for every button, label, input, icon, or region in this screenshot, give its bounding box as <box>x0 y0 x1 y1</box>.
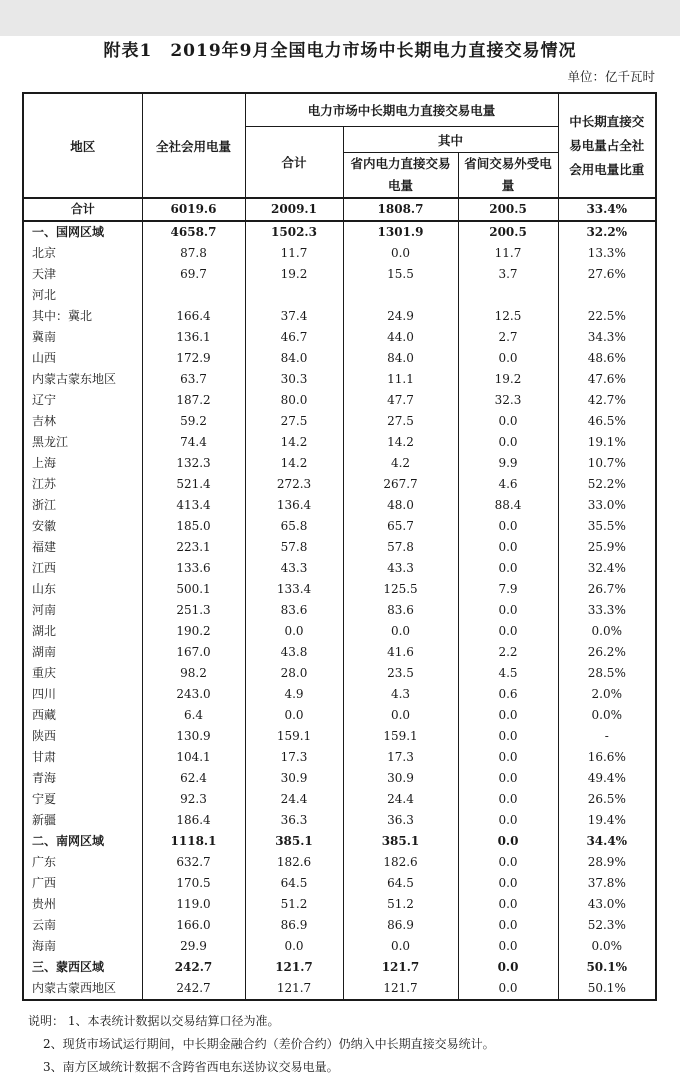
value-cell: 47.7 <box>343 390 458 411</box>
value-cell: 24.9 <box>343 306 458 327</box>
value-cell: 0.0 <box>458 894 558 915</box>
value-cell: 87.8 <box>142 243 245 264</box>
value-cell: 0.0 <box>458 810 558 831</box>
table-row <box>23 306 656 327</box>
table-row <box>23 327 656 348</box>
value-cell: 133.4 <box>245 579 343 600</box>
table-row <box>23 221 656 243</box>
value-cell: 11.7 <box>245 243 343 264</box>
value-cell: 9.9 <box>458 453 558 474</box>
region-cell: 海南 <box>23 936 142 957</box>
value-cell: 14.2 <box>343 432 458 453</box>
region-cell: 天津 <box>23 264 142 285</box>
region-cell: 三、蒙西区域 <box>23 957 142 978</box>
value-cell: 159.1 <box>245 726 343 747</box>
value-cell: 0.0 <box>245 621 343 642</box>
region-cell: 陕西 <box>23 726 142 747</box>
value-cell: 51.2 <box>245 894 343 915</box>
page-title: 附表1 2019年9月全国电力市场中长期电力直接交易情况 <box>103 41 577 61</box>
region-cell: 山东 <box>23 579 142 600</box>
value-cell: 27.5 <box>245 411 343 432</box>
region-cell: 湖北 <box>23 621 142 642</box>
value-cell: 104.1 <box>142 747 245 768</box>
value-cell: 14.2 <box>245 432 343 453</box>
value-cell: 223.1 <box>142 537 245 558</box>
value-cell: 2009.1 <box>245 198 343 221</box>
table-row <box>23 873 656 894</box>
unit-label: 单位：亿千瓦时 <box>567 69 655 84</box>
value-cell: 4.9 <box>245 684 343 705</box>
region-cell: 浙江 <box>23 495 142 516</box>
value-cell <box>142 285 245 306</box>
value-cell: 6.4 <box>142 705 245 726</box>
value-cell: 57.8 <box>343 537 458 558</box>
value-cell: 35.5% <box>558 516 656 537</box>
header-inter-provincial <box>458 153 558 199</box>
value-cell: 30.9 <box>245 768 343 789</box>
value-cell: 59.2 <box>142 411 245 432</box>
value-cell: 52.3% <box>558 915 656 936</box>
value-cell: 37.4 <box>245 306 343 327</box>
value-cell: 0.0 <box>458 831 558 852</box>
region-cell: 湖南 <box>23 642 142 663</box>
value-cell: 186.4 <box>142 810 245 831</box>
note-line: 2、现货市场试运行期间，中长期金融合约（差价合约）仍纳入中长期直接交易统计。 <box>43 1037 495 1051</box>
note-line: 说明： 1、本表统计数据以交易结算口径为准。 <box>28 1014 280 1028</box>
value-cell: 182.6 <box>245 852 343 873</box>
region-cell: 一、国网区域 <box>23 221 142 243</box>
header-intra-provincial <box>343 153 458 199</box>
value-cell: 65.7 <box>343 516 458 537</box>
value-cell: 63.7 <box>142 369 245 390</box>
value-cell: 172.9 <box>142 348 245 369</box>
value-cell: 0.0 <box>458 537 558 558</box>
region-cell: 冀南 <box>23 327 142 348</box>
table-row <box>23 768 656 789</box>
region-cell: 新疆 <box>23 810 142 831</box>
value-cell: 6019.6 <box>142 198 245 221</box>
value-cell: 1502.3 <box>245 221 343 243</box>
table-row <box>23 936 656 957</box>
region-cell: 山西 <box>23 348 142 369</box>
value-cell: 0.0 <box>458 789 558 810</box>
value-cell: 0.0 <box>458 873 558 894</box>
value-cell: 36.3 <box>343 810 458 831</box>
value-cell: 170.5 <box>142 873 245 894</box>
value-cell: 16.6% <box>558 747 656 768</box>
region-cell: 河北 <box>23 285 142 306</box>
header-share-ratio <box>558 93 656 198</box>
header-total-consumption: 全社会用电量 <box>142 93 245 198</box>
value-cell: 185.0 <box>142 516 245 537</box>
value-cell: 12.5 <box>458 306 558 327</box>
value-cell: 36.3 <box>245 810 343 831</box>
region-cell: 辽宁 <box>23 390 142 411</box>
value-cell: 4.3 <box>343 684 458 705</box>
table-row <box>23 831 656 852</box>
value-cell: 86.9 <box>245 915 343 936</box>
value-cell: 159.1 <box>343 726 458 747</box>
value-cell: 0.0 <box>343 243 458 264</box>
value-cell: 385.1 <box>343 831 458 852</box>
header-share-ratio-text: 中长期直接交易电量占全社会用电量比重 <box>569 113 645 177</box>
value-cell: 24.4 <box>245 789 343 810</box>
table-row <box>23 243 656 264</box>
value-cell: 32.2% <box>558 221 656 243</box>
table-header <box>23 93 656 198</box>
region-cell: 广东 <box>23 852 142 873</box>
value-cell: 34.3% <box>558 327 656 348</box>
value-cell: 50.1% <box>558 978 656 1000</box>
value-cell: 27.6% <box>558 264 656 285</box>
value-cell: 0.0 <box>458 936 558 957</box>
value-cell: 15.5 <box>343 264 458 285</box>
value-cell: 83.6 <box>343 600 458 621</box>
value-cell: 200.5 <box>458 198 558 221</box>
region-cell: 广西 <box>23 873 142 894</box>
value-cell: 19.2 <box>458 369 558 390</box>
region-cell: 宁夏 <box>23 789 142 810</box>
table-row <box>23 663 656 684</box>
value-cell: 46.5% <box>558 411 656 432</box>
value-cell: 136.1 <box>142 327 245 348</box>
value-cell: 121.7 <box>245 978 343 1000</box>
value-cell: 0.0 <box>458 621 558 642</box>
value-cell: 166.0 <box>142 915 245 936</box>
value-cell: 130.9 <box>142 726 245 747</box>
value-cell: 0.0 <box>458 432 558 453</box>
value-cell: 182.6 <box>343 852 458 873</box>
value-cell: 29.9 <box>142 936 245 957</box>
value-cell: 26.7% <box>558 579 656 600</box>
table-row <box>23 264 656 285</box>
region-cell: 福建 <box>23 537 142 558</box>
value-cell: 242.7 <box>142 978 245 1000</box>
value-cell: 88.4 <box>458 495 558 516</box>
value-cell: 64.5 <box>245 873 343 894</box>
region-cell: 内蒙古蒙东地区 <box>23 369 142 390</box>
value-cell: 121.7 <box>343 978 458 1000</box>
value-cell: 0.0 <box>458 558 558 579</box>
table-row <box>23 705 656 726</box>
value-cell: 521.4 <box>142 474 245 495</box>
value-cell: 1301.9 <box>343 221 458 243</box>
document-page <box>0 36 680 1092</box>
table-row <box>23 579 656 600</box>
value-cell: 48.0 <box>343 495 458 516</box>
value-cell: 92.3 <box>142 789 245 810</box>
value-cell: 83.6 <box>245 600 343 621</box>
value-cell: 44.0 <box>343 327 458 348</box>
value-cell: 242.7 <box>142 957 245 978</box>
value-cell: 30.9 <box>343 768 458 789</box>
value-cell: 0.0% <box>558 705 656 726</box>
table-row <box>23 789 656 810</box>
value-cell: 243.0 <box>142 684 245 705</box>
value-cell: 272.3 <box>245 474 343 495</box>
value-cell: 62.4 <box>142 768 245 789</box>
region-cell: 内蒙古蒙西地区 <box>23 978 142 1000</box>
value-cell: 121.7 <box>245 957 343 978</box>
value-cell: 0.0 <box>458 747 558 768</box>
value-cell: 413.4 <box>142 495 245 516</box>
value-cell: 25.9% <box>558 537 656 558</box>
value-cell: 22.5% <box>558 306 656 327</box>
value-cell <box>245 285 343 306</box>
table-row <box>23 810 656 831</box>
value-cell: 98.2 <box>142 663 245 684</box>
region-cell: 吉林 <box>23 411 142 432</box>
value-cell: 26.5% <box>558 789 656 810</box>
value-cell: 28.9% <box>558 852 656 873</box>
value-cell: 2.7 <box>458 327 558 348</box>
value-cell: 0.0 <box>245 936 343 957</box>
value-cell: 48.6% <box>558 348 656 369</box>
value-cell: 136.4 <box>245 495 343 516</box>
value-cell: 26.2% <box>558 642 656 663</box>
region-cell: 贵州 <box>23 894 142 915</box>
region-cell: 西藏 <box>23 705 142 726</box>
notes-block <box>28 1010 680 1079</box>
table-row <box>23 894 656 915</box>
value-cell: 0.0 <box>458 600 558 621</box>
value-cell: 19.2 <box>245 264 343 285</box>
value-cell: 0.0 <box>343 621 458 642</box>
value-cell: 43.3 <box>245 558 343 579</box>
value-cell: 4.5 <box>458 663 558 684</box>
table-row <box>23 285 656 306</box>
value-cell: 1118.1 <box>142 831 245 852</box>
value-cell: 14.2 <box>245 453 343 474</box>
value-cell: 30.3 <box>245 369 343 390</box>
table-row <box>23 642 656 663</box>
header-region: 地区 <box>23 93 142 198</box>
value-cell: 64.5 <box>343 873 458 894</box>
value-cell: 69.7 <box>142 264 245 285</box>
value-cell: 4.6 <box>458 474 558 495</box>
value-cell: 0.0 <box>458 705 558 726</box>
value-cell: 0.6 <box>458 684 558 705</box>
value-cell: 251.3 <box>142 600 245 621</box>
region-cell: 合计 <box>23 198 142 221</box>
value-cell: 65.8 <box>245 516 343 537</box>
value-cell: 1808.7 <box>343 198 458 221</box>
value-cell: 37.8% <box>558 873 656 894</box>
table-row <box>23 726 656 747</box>
value-cell: 0.0% <box>558 621 656 642</box>
table-row <box>23 852 656 873</box>
region-cell: 江苏 <box>23 474 142 495</box>
value-cell: 3.7 <box>458 264 558 285</box>
value-cell: 11.1 <box>343 369 458 390</box>
value-cell: 23.5 <box>343 663 458 684</box>
value-cell: 51.2 <box>343 894 458 915</box>
value-cell: 267.7 <box>343 474 458 495</box>
table-row <box>23 957 656 978</box>
table-row <box>23 600 656 621</box>
value-cell: 19.4% <box>558 810 656 831</box>
value-cell: 0.0 <box>458 852 558 873</box>
value-cell: 0.0 <box>458 411 558 432</box>
value-cell: 74.4 <box>142 432 245 453</box>
value-cell: 33.3% <box>558 600 656 621</box>
table-row <box>23 369 656 390</box>
table-body <box>23 198 656 1000</box>
value-cell: 43.8 <box>245 642 343 663</box>
header-trade-group: 电力市场中长期电力直接交易电量 <box>245 93 558 127</box>
value-cell: 500.1 <box>142 579 245 600</box>
table-row <box>23 978 656 1000</box>
value-cell: 10.7% <box>558 453 656 474</box>
value-cell: 0.0 <box>343 705 458 726</box>
region-cell: 北京 <box>23 243 142 264</box>
region-cell: 重庆 <box>23 663 142 684</box>
value-cell: 86.9 <box>343 915 458 936</box>
value-cell: 385.1 <box>245 831 343 852</box>
value-cell: 0.0 <box>458 348 558 369</box>
value-cell: 0.0 <box>458 516 558 537</box>
table-row <box>23 495 656 516</box>
region-cell: 青海 <box>23 768 142 789</box>
value-cell: 13.3% <box>558 243 656 264</box>
value-cell <box>458 285 558 306</box>
value-cell: 52.2% <box>558 474 656 495</box>
value-cell: 121.7 <box>343 957 458 978</box>
value-cell: 57.8 <box>245 537 343 558</box>
value-cell: 166.4 <box>142 306 245 327</box>
value-cell: 50.1% <box>558 957 656 978</box>
value-cell: 42.7% <box>558 390 656 411</box>
header-inter-provincial-text: 省间交易外受电量 <box>464 156 552 193</box>
table-row <box>23 474 656 495</box>
table-row <box>23 747 656 768</box>
value-cell: 4658.7 <box>142 221 245 243</box>
value-cell: 7.9 <box>458 579 558 600</box>
value-cell: 0.0 <box>458 978 558 1000</box>
table-row <box>23 621 656 642</box>
value-cell: 47.6% <box>558 369 656 390</box>
region-cell: 上海 <box>23 453 142 474</box>
value-cell: 19.1% <box>558 432 656 453</box>
value-cell: 28.0 <box>245 663 343 684</box>
value-cell: 132.3 <box>142 453 245 474</box>
table-row <box>23 537 656 558</box>
value-cell: 0.0% <box>558 936 656 957</box>
region-cell: 云南 <box>23 915 142 936</box>
note-line: 3、南方区域统计数据不含跨省西电东送协议交易电量。 <box>43 1060 339 1074</box>
value-cell: 17.3 <box>343 747 458 768</box>
value-cell: 84.0 <box>245 348 343 369</box>
value-cell: 0.0 <box>245 705 343 726</box>
value-cell: 4.2 <box>343 453 458 474</box>
value-cell: 28.5% <box>558 663 656 684</box>
table-row <box>23 453 656 474</box>
value-cell: 11.7 <box>458 243 558 264</box>
value-cell: 34.4% <box>558 831 656 852</box>
table-row <box>23 198 656 221</box>
value-cell: 43.0% <box>558 894 656 915</box>
value-cell: 0.0 <box>458 915 558 936</box>
value-cell <box>558 285 656 306</box>
value-cell: 46.7 <box>245 327 343 348</box>
region-cell: 黑龙江 <box>23 432 142 453</box>
value-cell: 200.5 <box>458 221 558 243</box>
value-cell: 41.6 <box>343 642 458 663</box>
value-cell: 2.0% <box>558 684 656 705</box>
region-cell: 甘肃 <box>23 747 142 768</box>
value-cell: 133.6 <box>142 558 245 579</box>
value-cell: 27.5 <box>343 411 458 432</box>
header-among-which: 其中 <box>343 127 558 153</box>
power-trade-table <box>22 92 657 1001</box>
value-cell: 190.2 <box>142 621 245 642</box>
value-cell: 187.2 <box>142 390 245 411</box>
value-cell: 0.0 <box>458 768 558 789</box>
value-cell: 0.0 <box>343 936 458 957</box>
header-trade-total: 合计 <box>245 127 343 199</box>
value-cell: 0.0 <box>458 957 558 978</box>
region-cell: 河南 <box>23 600 142 621</box>
value-cell: 84.0 <box>343 348 458 369</box>
region-cell: 江西 <box>23 558 142 579</box>
value-cell: 33.0% <box>558 495 656 516</box>
value-cell: - <box>558 726 656 747</box>
value-cell: 43.3 <box>343 558 458 579</box>
value-cell: 80.0 <box>245 390 343 411</box>
value-cell: 125.5 <box>343 579 458 600</box>
value-cell: 167.0 <box>142 642 245 663</box>
table-row <box>23 432 656 453</box>
region-cell: 四川 <box>23 684 142 705</box>
region-cell: 二、南网区域 <box>23 831 142 852</box>
table-row <box>23 915 656 936</box>
value-cell: 119.0 <box>142 894 245 915</box>
value-cell: 49.4% <box>558 768 656 789</box>
value-cell: 17.3 <box>245 747 343 768</box>
value-cell: 632.7 <box>142 852 245 873</box>
value-cell: 32.4% <box>558 558 656 579</box>
value-cell: 2.2 <box>458 642 558 663</box>
table-row <box>23 411 656 432</box>
region-cell: 其中：冀北 <box>23 306 142 327</box>
value-cell <box>343 285 458 306</box>
value-cell: 0.0 <box>458 726 558 747</box>
table-row <box>23 516 656 537</box>
value-cell: 33.4% <box>558 198 656 221</box>
value-cell: 24.4 <box>343 789 458 810</box>
table-row <box>23 558 656 579</box>
table-row <box>23 684 656 705</box>
header-intra-provincial-text: 省内电力直接交易电量 <box>350 156 451 193</box>
value-cell: 32.3 <box>458 390 558 411</box>
table-row <box>23 348 656 369</box>
region-cell: 安徽 <box>23 516 142 537</box>
table-row <box>23 390 656 411</box>
